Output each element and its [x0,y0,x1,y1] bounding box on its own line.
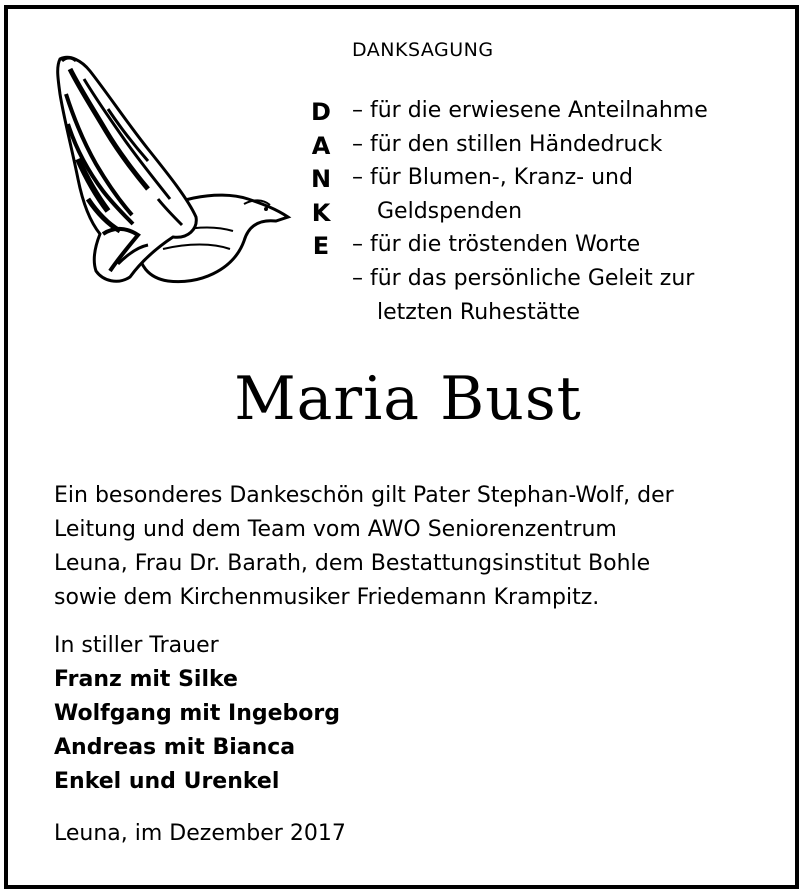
thanks-line: – für die tröstenden Worte [352,232,641,258]
thanks-line: letzten Ruhestätte [377,299,580,325]
mourner-name: Wolfgang mit Ingeborg [54,701,340,726]
deceased-name: Maria Bust [234,364,582,434]
thanks-line: – für die erwiesene Anteilnahme [352,98,708,123]
acknowledgement-paragraph [54,479,774,615]
thanks-line: Geldspenden [377,198,523,224]
mourner-name: Enkel und Urenkel [54,769,280,794]
danke-letter: N [310,165,332,194]
paragraph-line: sowie dem Kirchenmusiker Friedemann Krampitz. [54,585,600,610]
danke-letter: A [311,131,331,160]
danke-letter: D [311,98,331,126]
paragraph-line: Ein besonderes Dankeschön gilt Pater Stephan-Wolf, der [54,483,674,508]
danke-letters [306,96,336,264]
heading: DANKSAGUNG [352,39,494,61]
praying-hands-with-dove-icon [48,49,298,289]
paragraph-line: Leitung und dem Team vom AWO Seniorenzentrum [54,517,617,542]
thanks-line: – für den stillen Händedruck [352,131,663,157]
mourner-name: Franz mit Silke [54,667,238,692]
place-date: Leuna, im Dezember 2017 [54,821,346,846]
thanks-line: – für Blumen-, Kranz- und [352,165,633,191]
mourning-intro: In stiller Trauer [54,633,219,658]
mourners-block [54,629,340,799]
thanks-line: – für das persönliche Geleit zur [352,265,695,291]
danke-letter: K [311,198,331,227]
danke-letter: E [312,232,330,261]
thanks-list [352,94,708,329]
obituary-card [4,5,799,889]
paragraph-line: Leuna, Frau Dr. Barath, dem Bestattungsinstitut Bohle [54,551,651,576]
mourner-name: Andreas mit Bianca [54,735,296,760]
